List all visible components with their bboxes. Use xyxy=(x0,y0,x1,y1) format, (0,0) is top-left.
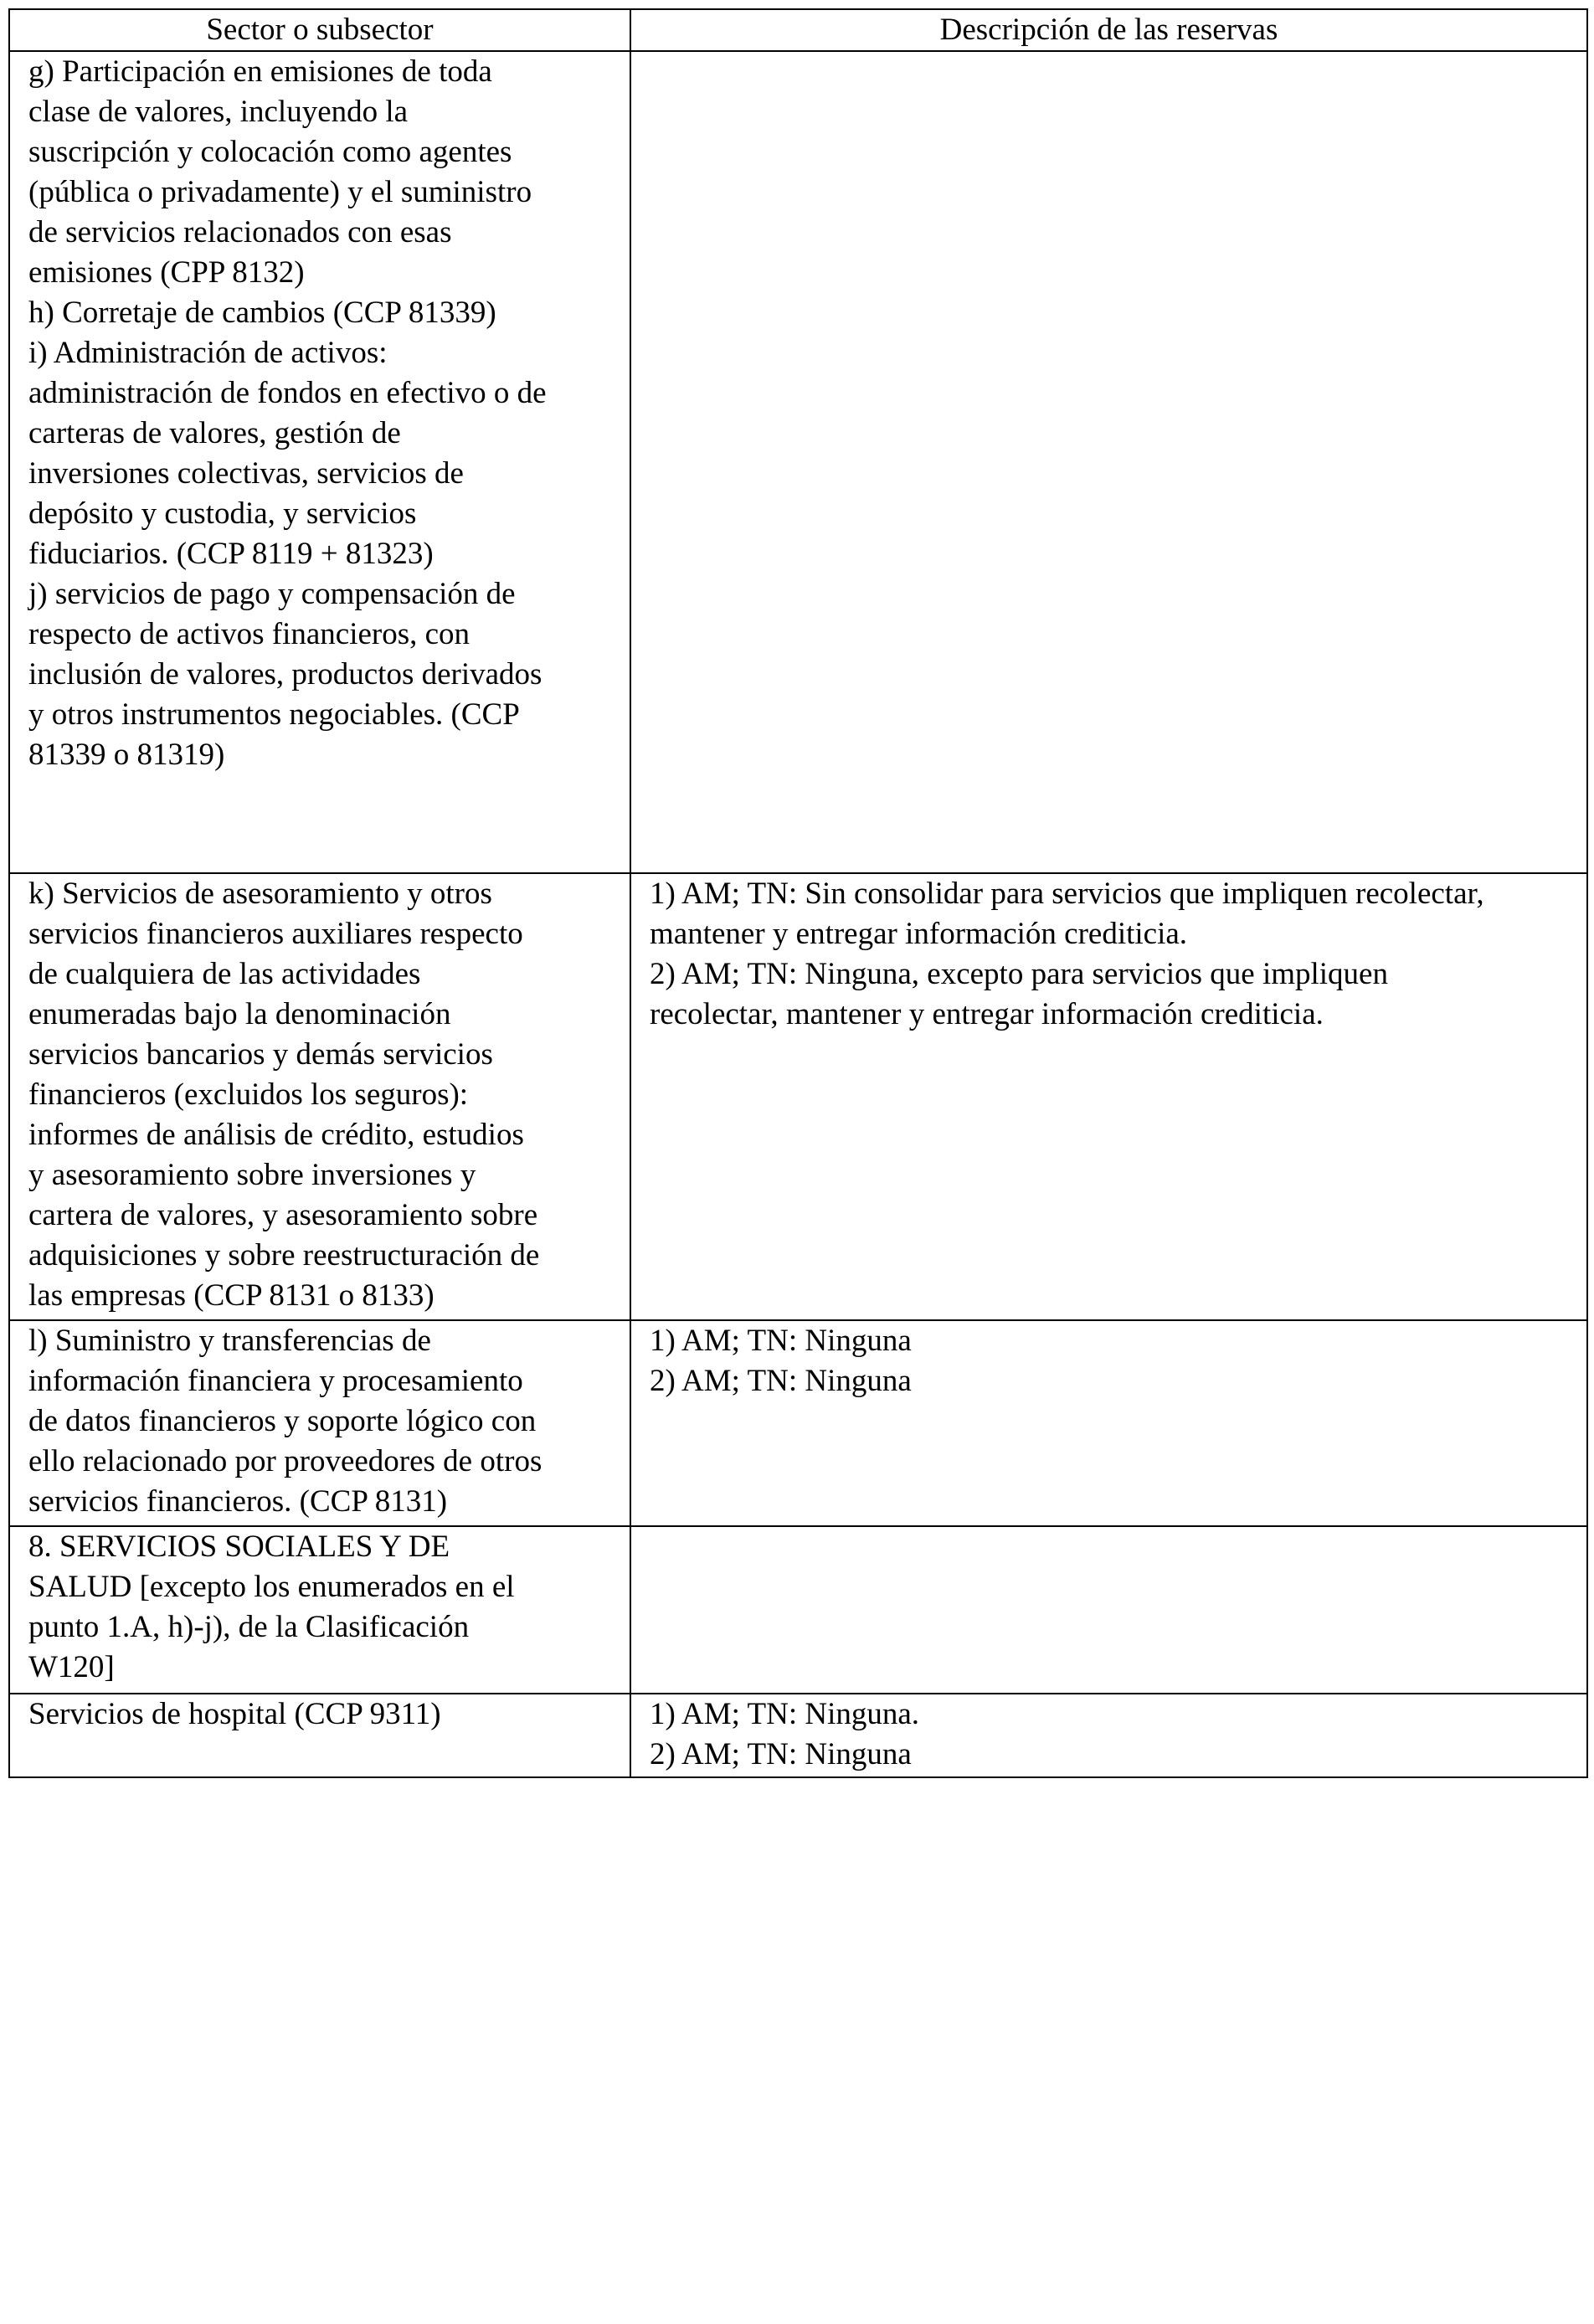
text-line: y otros instrumentos negociables. (CCP xyxy=(28,697,520,732)
text-line: 1) AM; TN: Sin consolidar para servicios que impliquen recolectar, xyxy=(650,877,1484,911)
text-line: suscripción y colocación como agentes xyxy=(28,135,512,169)
text-line: adquisiciones y sobre reestructuración de xyxy=(28,1238,540,1273)
text-line: mantener y entregar información crediticia. xyxy=(650,917,1188,951)
text-line: 81339 o 81319) xyxy=(28,738,225,772)
text-line: enumeradas bajo la denominación xyxy=(28,997,451,1031)
text-line: i) Administración de activos: xyxy=(28,336,388,370)
text-line: clase de valores, incluyendo la xyxy=(28,95,409,129)
text-line: 1) AM; TN: Ninguna. xyxy=(650,1697,920,1731)
text-line: informes de análisis de crédito, estudios xyxy=(28,1118,524,1152)
text-line: financieros (excluidos los seguros): xyxy=(28,1077,469,1112)
description-cell xyxy=(630,1526,1587,1694)
text-line: 2) AM; TN: Ninguna, excepto para servicios que impliquen xyxy=(650,957,1388,991)
text-line: inclusión de valores, productos derivados xyxy=(28,657,542,692)
text-line: servicios financieros. (CCP 8131) xyxy=(28,1484,448,1519)
text-line: punto 1.A, h)-j), de la Clasificación xyxy=(28,1610,470,1644)
table-row xyxy=(9,1320,1587,1526)
text-line: respecto de activos financieros, con xyxy=(28,617,470,651)
text-line: depósito y custodia, y servicios xyxy=(28,496,417,531)
table-row xyxy=(9,1694,1587,1777)
text-line: emisiones (CPP 8132) xyxy=(28,255,305,290)
header-row xyxy=(9,9,1587,51)
text-line: k) Servicios de asesoramiento y otros xyxy=(28,877,492,911)
text-line: de cualquiera de las actividades xyxy=(28,957,421,991)
table-header xyxy=(9,9,1587,51)
text-line: W120] xyxy=(28,1650,115,1684)
sector-cell xyxy=(9,1526,630,1694)
text-line: recolectar, mantener y entregar información crediticia. xyxy=(650,997,1324,1031)
text-line: g) Participación en emisiones de toda xyxy=(28,54,492,89)
sector-cell xyxy=(9,51,630,873)
table-row xyxy=(9,873,1587,1320)
text-line: carteras de valores, gestión de xyxy=(28,416,401,450)
text-line: 8. SERVICIOS SOCIALES Y DE xyxy=(28,1530,450,1564)
table-row xyxy=(9,51,1587,873)
description-cell xyxy=(630,1320,1587,1526)
table-body xyxy=(9,51,1587,1777)
text-line: 1) AM; TN: Ninguna xyxy=(650,1324,912,1358)
text-line: (pública o privadamente) y el suministro xyxy=(28,175,532,209)
header-description: Descripción de las reservas xyxy=(630,9,1587,51)
text-line: fiduciarios. (CCP 8119 + 81323) xyxy=(28,537,434,571)
text-line: l) Suministro y transferencias de xyxy=(28,1324,431,1358)
text-line: 2) AM; TN: Ninguna xyxy=(650,1364,912,1398)
text-line: y asesoramiento sobre inversiones y xyxy=(28,1158,476,1192)
description-cell xyxy=(630,1694,1587,1777)
text-line: servicios financieros auxiliares respecto xyxy=(28,917,523,951)
text-line: de servicios relacionados con esas xyxy=(28,215,452,249)
text-line: ello relacionado por proveedores de otros xyxy=(28,1444,542,1478)
sector-cell xyxy=(9,1694,630,1777)
text-line: cartera de valores, y asesoramiento sobre xyxy=(28,1198,538,1232)
text-line: 2) AM; TN: Ninguna xyxy=(650,1737,912,1771)
text-line: servicios bancarios y demás servicios xyxy=(28,1037,493,1072)
text-line: j) servicios de pago y compensación de xyxy=(28,577,516,611)
table-row xyxy=(9,1526,1587,1694)
description-cell xyxy=(630,873,1587,1320)
sector-cell xyxy=(9,1320,630,1526)
reservations-table xyxy=(8,8,1588,1778)
description-cell xyxy=(630,51,1587,873)
text-line: Servicios de hospital (CCP 9311) xyxy=(28,1697,441,1731)
text-line: inversiones colectivas, servicios de xyxy=(28,456,464,491)
text-line: SALUD [excepto los enumerados en el xyxy=(28,1570,515,1604)
text-line: de datos financieros y soporte lógico con xyxy=(28,1404,537,1438)
text-line: información financiera y procesamiento xyxy=(28,1364,523,1398)
text-line: las empresas (CCP 8131 o 8133) xyxy=(28,1278,434,1313)
header-sector: Sector o subsector xyxy=(9,9,630,51)
text-line: h) Corretaje de cambios (CCP 81339) xyxy=(28,296,496,330)
text-line: administración de fondos en efectivo o de xyxy=(28,376,547,410)
sector-cell xyxy=(9,873,630,1320)
